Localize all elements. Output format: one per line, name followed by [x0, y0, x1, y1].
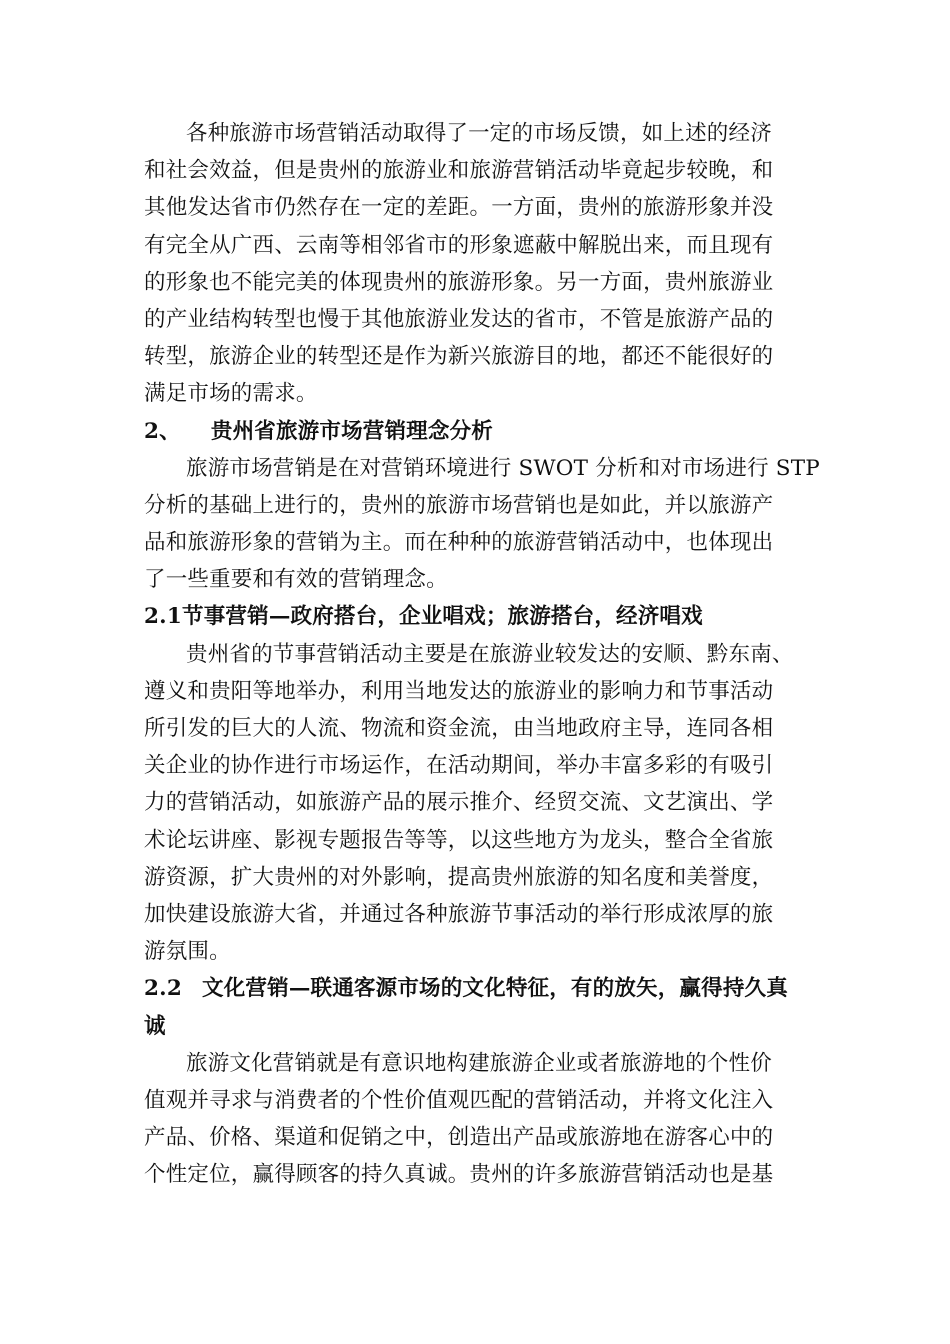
section-heading-2-2 — [144, 970, 814, 1044]
section-title: 节事营销—政府搭台，企业唱戏；旅游搭台，经济唱戏 — [182, 604, 703, 630]
paragraph-line: 转型，旅游企业的转型还是作为新兴旅游目的地，都还不能很好的 — [144, 344, 774, 370]
paragraph-line: 旅游文化营销就是有意识地构建旅游企业或者旅游地的个性价 — [186, 1050, 772, 1076]
paragraph-line: 力的营销活动，如旅游产品的展示推介、经贸交流、文艺演出、学 — [144, 790, 774, 816]
document-page — [144, 115, 820, 1193]
paragraph-line: 的产业结构转型也慢于其他旅游业发达的省市，不管是旅游产品的 — [144, 306, 774, 332]
paragraph-line: 个性定位，赢得顾客的持久真诚。贵州的许多旅游营销活动也是基 — [144, 1162, 774, 1188]
paragraph-line: 了一些重要和有效的营销理念。 — [144, 567, 448, 593]
paragraph-line: 满足市场的需求。 — [144, 381, 318, 407]
section-title: 文化营销—联通客源市场的文化特征，有的放矢，赢得持久真 — [202, 976, 788, 1002]
paragraph-line: 和社会效益，但是贵州的旅游业和旅游营销活动毕竟起步较晚，和 — [144, 158, 774, 184]
section-number: 2、 — [144, 418, 181, 444]
paragraph-line: 各种旅游市场营销活动取得了一定的市场反馈，如上述的经济 — [186, 121, 772, 146]
paragraph-line: 旅游市场营销是在对营销环境进行 SWOT 分析和对市场进行 STP — [186, 455, 820, 481]
section-number: 2.1 — [144, 604, 183, 630]
paragraph-line: 遵义和贵阳等地举办，利用当地发达的旅游业的影响力和节事活动 — [144, 678, 774, 704]
paragraph-line: 关企业的协作进行市场运作，在活动期间，举办丰富多彩的有吸引 — [144, 753, 774, 779]
paragraph-line: 术论坛讲座、影视专题报告等等，以这些地方为龙头，整合全省旅 — [144, 827, 774, 853]
paragraph-line: 加快建设旅游大省，并通过各种旅游节事活动的举行形成浓厚的旅 — [144, 901, 774, 927]
paragraph-line: 游氛围。 — [144, 939, 231, 965]
paragraph-line: 值观并寻求与消费者的个性价值观匹配的营销活动，并将文化注入 — [144, 1087, 774, 1113]
paragraph-line: 品和旅游形象的营销为主。而在种种的旅游营销活动中，也体现出 — [144, 530, 774, 556]
paragraph-line: 产品、价格、渠道和促销之中，创造出产品或旅游地在游客心中的 — [144, 1125, 774, 1151]
paragraph-line: 游资源，扩大贵州的对外影响，提高贵州旅游的知名度和美誉度， — [144, 864, 774, 890]
paragraph-line: 贵州省的节事营销活动主要是在旅游业较发达的安顺、黔东南、 — [186, 641, 794, 667]
paragraph-cultural-marketing — [144, 1045, 814, 1194]
section-number: 2.2 — [144, 976, 183, 1002]
paragraph-line: 有完全从广西、云南等相邻省市的形象遮蔽中解脱出来，而且现有 — [144, 232, 774, 258]
paragraph-market-feedback — [144, 115, 814, 413]
section-heading-2 — [144, 413, 814, 450]
paragraph-line: 所引发的巨大的人流、物流和资金流，由当地政府主导，连同各相 — [144, 716, 774, 741]
paragraph-line: 的形象也不能完美的体现贵州的旅游形象。另一方面，贵州旅游业 — [144, 269, 774, 295]
section-title-continuation: 诚 — [144, 1013, 166, 1039]
paragraph-marketing-concepts — [144, 450, 820, 599]
paragraph-line: 其他发达省市仍然存在一定的差距。一方面，贵州的旅游形象并没 — [144, 195, 774, 221]
paragraph-line: 分析的基础上进行的，贵州的旅游市场营销也是如此，并以旅游产 — [144, 492, 774, 518]
section-heading-2-1 — [144, 598, 814, 635]
section-title: 贵州省旅游市场营销理念分析 — [210, 418, 493, 444]
paragraph-event-marketing — [144, 636, 814, 971]
